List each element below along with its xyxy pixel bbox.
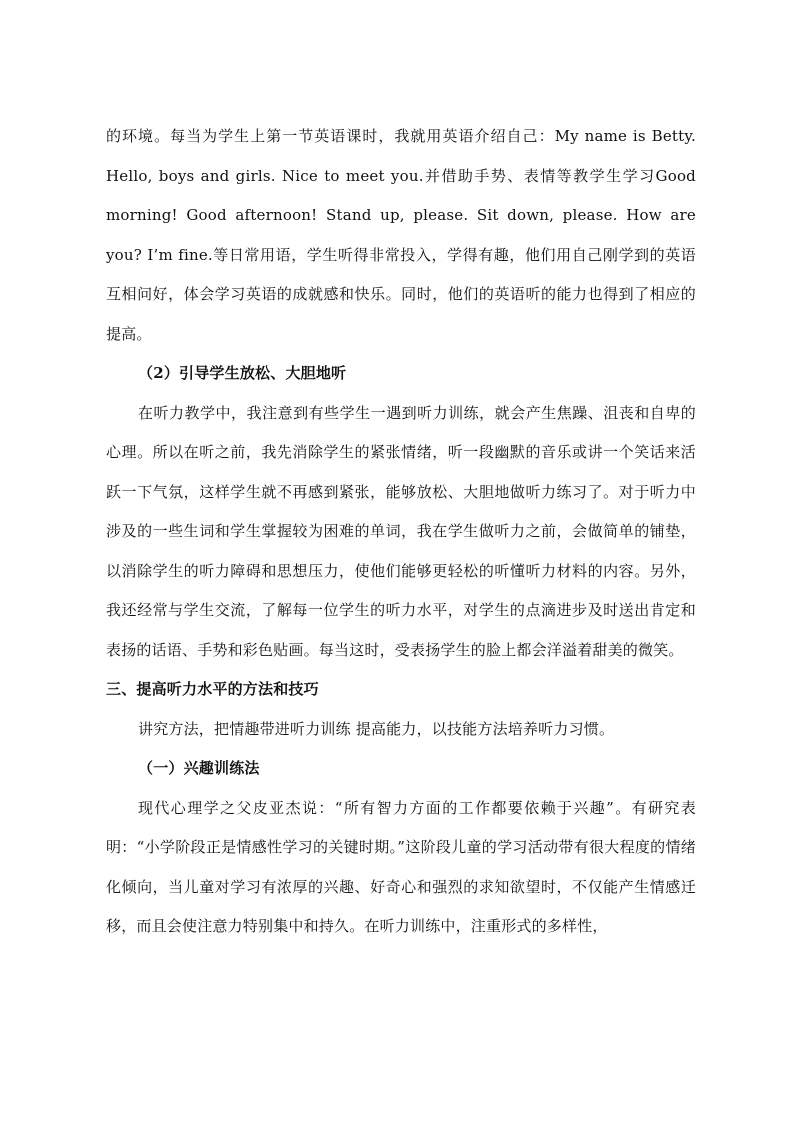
document-body	[106, 117, 696, 947]
paragraph-methods: 讲究方法，把情趣带进听力训练 提高能力，以技能方法培养听力习惯。	[138, 719, 615, 738]
paragraph-interest: 现代心理学之父皮亚杰说：“所有智力方面的工作都要依赖于兴趣”。有研究表明：“小学阶段正是情感性学习的关键时期。”这阶段儿童的学习活动带有很大程度的情绪化倾向，当儿童对学习有浓厚的兴趣、好奇心和强烈的求知欲望时，不仅能产生情感迁移，而且会使注意力特别集中和持久。在听力训练中，注重形式的多样性，	[106, 798, 696, 935]
subsection-heading-interest: （一）兴趣训练法	[138, 759, 260, 777]
paragraph-intro: 的环境。每当为学生上第一节英语课时，我就用英语介绍自己：My name is Betty. Hello, boys and girls. Nice to meet you.并借助手势、表情等教学生学习Good morning! Good afternoon! Stand up, please. Sit down, please. How are you? I’m fine.等日常用语，学生听得非常投入，学得有趣，他们用自己刚学到的英语互相问好，体会学习英语的成就感和快乐。同时，他们的英语听的能力也得到了相应的提高。	[106, 127, 696, 343]
paragraph-relax-listening: 在听力教学中，我注意到有些学生一遇到听力训练，就会产生焦躁、沮丧和自卑的心理。所以在听之前，我先消除学生的紧张情绪，听一段幽默的音乐或讲一个笑话来活跃一下气氛，这样学生就不再感到紧张，能够放松、大胆地做听力练习了。对于听力中涉及的一些生词和学生掌握较为困难的单词，我在学生做听力之前，会做简单的铺垫，以消除学生的听力障碍和思想压力，使他们能够更轻松的听懂听力材料的内容。另外，我还经常与学生交流，了解每一位学生的听力水平，对学生的点滴进步及时送出肯定和表扬的话语、手势和彩色贴画。每当这时，受表扬学生的脸上都会洋溢着甜美的微笑。	[106, 403, 696, 659]
section-heading-methods: 三、提高听力水平的方法和技巧	[106, 680, 319, 698]
section-heading-relax-listening: （2）引导学生放松、大胆地听	[138, 364, 347, 382]
